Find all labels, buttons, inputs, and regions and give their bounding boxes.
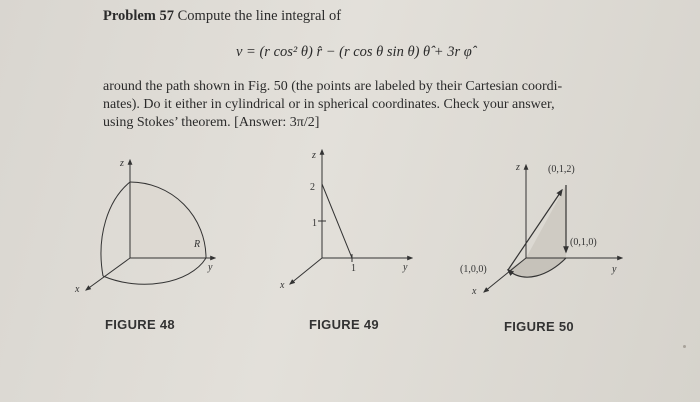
fig48-arc-xy bbox=[103, 258, 206, 284]
fig50-z-label: z bbox=[516, 162, 520, 173]
figure-50-caption: FIGURE 50 bbox=[504, 319, 574, 334]
problem-statement: Compute the line integral of bbox=[177, 8, 342, 24]
figure-48-caption: FIGURE 48 bbox=[105, 317, 175, 332]
figure-49-caption: FIGURE 49 bbox=[309, 317, 379, 332]
fig49-y-label: y bbox=[403, 262, 408, 273]
figure-48-diagram bbox=[74, 158, 215, 295]
figure-49-diagram bbox=[279, 150, 412, 291]
fig50-x-label: x bbox=[472, 286, 477, 297]
paragraph-line-3: using Stokes’ theorem. [Answer: 3π/2] bbox=[103, 115, 320, 130]
fig50-point-010: (0,1,0) bbox=[570, 237, 597, 248]
fig49-x-axis bbox=[290, 258, 322, 284]
paper-speck bbox=[683, 345, 686, 348]
fig49-z-label: z bbox=[312, 150, 316, 161]
fig50-y-label: y bbox=[612, 264, 617, 275]
paragraph-line-1: around the path shown in Fig. 50 (the points are labeled by their Cartesian coordi- bbox=[103, 79, 563, 94]
fig49-x-label: x bbox=[280, 280, 285, 291]
fig49-tick1-y-label: 1 bbox=[351, 263, 356, 274]
figure-50-diagram bbox=[460, 162, 622, 297]
fig48-x-label: x bbox=[75, 284, 80, 295]
fig48-z-label: z bbox=[120, 158, 124, 169]
fig48-x-axis bbox=[86, 258, 130, 290]
fig48-r-label: R bbox=[194, 239, 201, 250]
fig50-point-100: (1,0,0) bbox=[460, 264, 487, 275]
fig49-tick1-z-label: 1 bbox=[312, 218, 317, 229]
fig49-hypotenuse bbox=[322, 184, 352, 258]
fig48-y-label: y bbox=[208, 262, 213, 273]
vector-field-equation: v = (r cos² θ) r̂ − (r cos θ sin θ) θ̂ + 3r φ̂ bbox=[236, 44, 472, 60]
fig50-point-012: (0,1,2) bbox=[548, 164, 575, 175]
problem-label: Problem 57 bbox=[103, 8, 175, 24]
paragraph-line-2: nates). Do it either in cylindrical or in spherical coordinates. Check your answer, bbox=[103, 97, 555, 112]
fig48-arc-zx bbox=[101, 182, 130, 276]
fig49-tick2-label: 2 bbox=[310, 182, 315, 193]
